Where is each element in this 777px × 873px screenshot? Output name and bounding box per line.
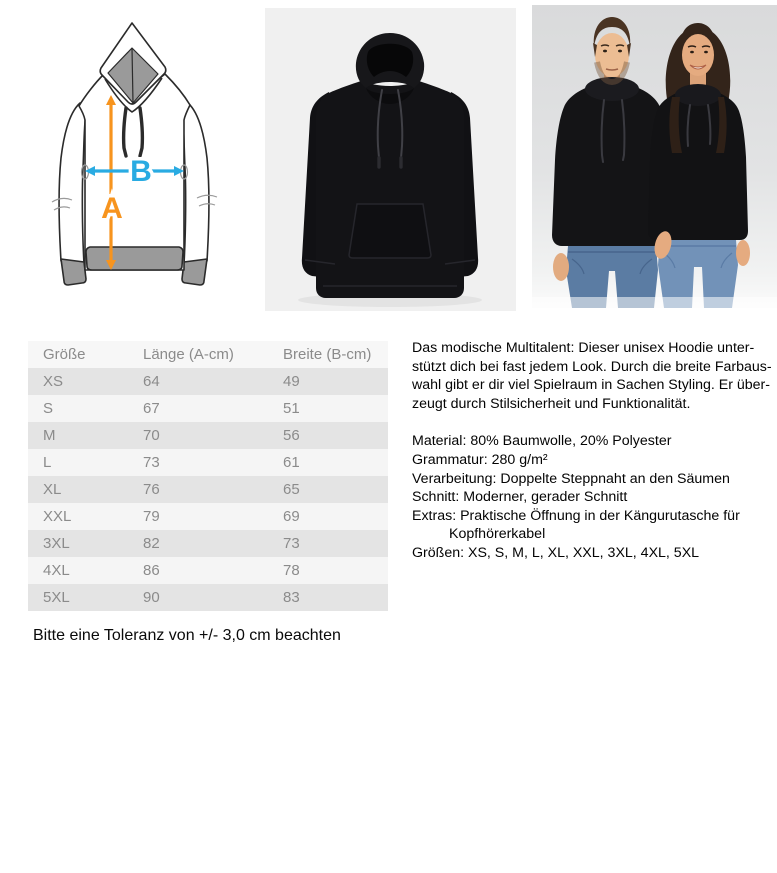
size-table-cell: 86 (143, 562, 160, 579)
size-table-row (28, 476, 388, 503)
size-table-row (28, 530, 388, 557)
size-table-cell: 76 (143, 481, 160, 498)
product-description (412, 339, 777, 563)
size-table-row (28, 422, 388, 449)
size-table-cell: L (43, 454, 52, 471)
size-table-row (28, 503, 388, 530)
size-table-cell: 78 (283, 562, 300, 579)
size-table-cell: 70 (143, 427, 160, 444)
tolerance-note: Bitte eine Toleranz von +/- 3,0 cm beachten (33, 627, 341, 644)
description-intro-line: stützt dich bei fast jedem Look. Durch die breite Farbaus- (412, 358, 772, 375)
size-table-cell: 79 (143, 508, 160, 525)
size-table-cell: 65 (283, 481, 300, 498)
size-table-cell: 51 (283, 400, 300, 417)
size-table-cell: XXL (43, 508, 72, 525)
size-table-cell: M (43, 427, 56, 444)
size-table-cell: 5XL (43, 589, 70, 606)
description-spec-line: Verarbeitung: Doppelte Steppnaht an den Säumen (412, 470, 730, 487)
size-table-header-cell-1: Länge (A-cm) (143, 346, 234, 363)
size-table-cell: XL (43, 481, 62, 498)
size-table-cell: 64 (143, 373, 160, 390)
size-table-cell: 61 (283, 454, 300, 471)
description-intro-line: zeugt durch Stilsicherheit und Funktionalität. (412, 395, 691, 412)
size-table-cell: 90 (143, 589, 160, 606)
description-intro-line: Das modische Multitalent: Dieser unisex Hoodie unter- (412, 340, 755, 356)
size-table-cell: 73 (143, 454, 160, 471)
size-table-cell: 56 (283, 427, 300, 444)
description-spec-line: Material: 80% Baumwolle, 20% Polyester (412, 433, 672, 450)
description-paragraph-gap (412, 413, 777, 432)
size-table-row (28, 557, 388, 584)
description-spec-line: Größen: XS, S, M, L, XL, XXL, 3XL, 4XL, 5XL (412, 544, 700, 561)
size-table-row (28, 368, 388, 395)
size-table-cell: 4XL (43, 562, 70, 579)
measure-label-a: A (101, 192, 123, 225)
size-table (28, 341, 388, 611)
size-table-cell: 83 (283, 589, 300, 606)
description-spec-line: Kopfhörerkabel (449, 526, 546, 543)
size-table-cell: 82 (143, 535, 160, 552)
measure-label-b: B (130, 155, 152, 188)
size-table-row (28, 395, 388, 422)
description-spec-line: Schnitt: Moderner, gerader Schnitt (412, 489, 628, 506)
size-table-head (28, 341, 388, 368)
size-table-header-row (28, 341, 388, 368)
description-intro-line: wahl gibt er dir viel Spielraum in Sachen Styling. Er über- (412, 377, 771, 394)
size-table-cell: S (43, 400, 54, 417)
hoodie-measurement-diagram (22, 8, 252, 310)
female-model (648, 23, 750, 308)
description-spec-line: Grammatur: 280 g/m² (412, 451, 548, 468)
size-table-cell: 49 (283, 373, 300, 390)
size-table-row (28, 584, 388, 611)
size-table-cell: 3XL (43, 535, 70, 552)
black-hoodie (302, 33, 478, 298)
hoodie-diagram-svg (22, 8, 252, 310)
models-svg (532, 5, 777, 308)
size-table-cell: XS (43, 373, 64, 390)
description-spec-line: Extras: Praktische Öffnung in der Kängurutasche für (412, 507, 740, 524)
size-table-row (28, 449, 388, 476)
size-table-cell: 67 (143, 400, 160, 417)
size-table-body (28, 368, 388, 611)
models-wearing-hoodie-photo (532, 5, 777, 308)
size-table-cell: 69 (283, 508, 300, 525)
size-table-header-cell-2: Breite (B-cm) (283, 346, 372, 363)
hoodie-front-svg (265, 8, 516, 311)
hoodie-front-photo (265, 8, 516, 311)
size-table-header-cell-0: Größe (43, 346, 86, 363)
size-table-cell: 73 (283, 535, 300, 552)
